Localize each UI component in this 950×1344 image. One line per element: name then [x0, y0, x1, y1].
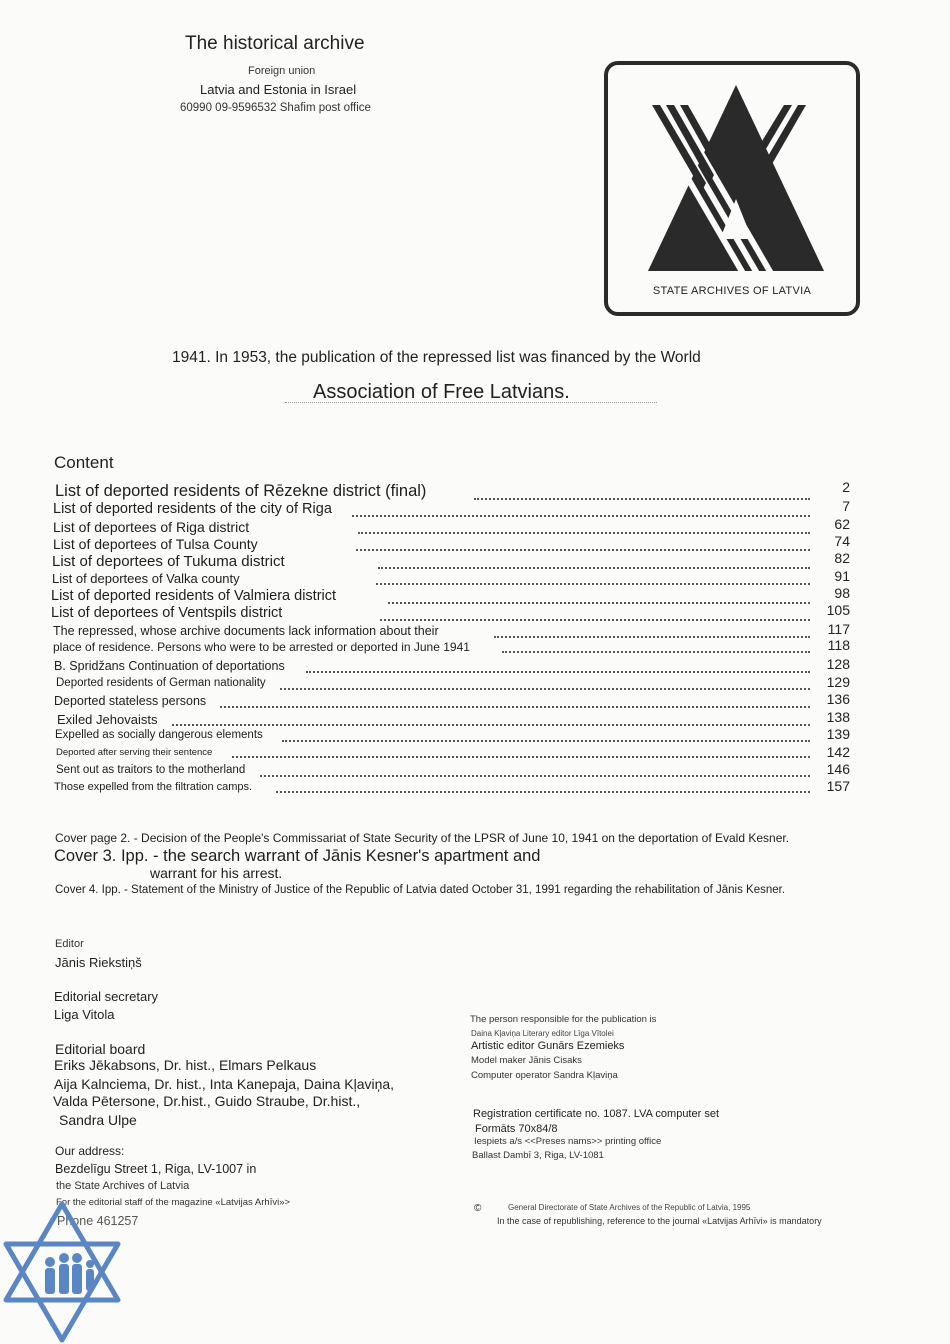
editor-name: Jānis Riekstiņš	[55, 955, 142, 970]
toc-item-label: List of deportees of Valka county	[52, 571, 240, 586]
toc-item	[0, 656, 950, 677]
toc-leader	[494, 636, 810, 638]
toc-item-label: B. Spridžans Continuation of deportations	[54, 659, 285, 673]
toc-item-page: 91	[834, 568, 850, 584]
toc-leader	[280, 688, 810, 690]
state-archives-logo-icon	[648, 79, 824, 279]
state-archives-logo	[604, 61, 860, 316]
editor-label: Editor	[55, 938, 84, 950]
toc-item	[0, 568, 950, 589]
toc-item-page: 157	[826, 778, 850, 794]
copyright-line-1: General Directorate of State Archives of the Republic of Latvia, 1995	[508, 1203, 751, 1212]
toc-leader	[260, 775, 810, 777]
toc-leader	[378, 567, 810, 569]
toc-item-page: 117	[827, 621, 850, 637]
artistic-editor: Artistic editor Gunārs Ezemieks	[471, 1040, 625, 1052]
divider	[285, 402, 657, 403]
toc-item	[0, 602, 950, 623]
toc-leader	[276, 791, 810, 793]
toc-item-label: Deported stateless persons	[54, 694, 207, 708]
toc-item-page: 105	[826, 602, 850, 618]
toc-item-label: List of deported residents of the city of Riga	[53, 501, 332, 517]
content-heading: Content	[54, 453, 114, 472]
toc-leader	[380, 619, 810, 621]
toc-leader	[356, 549, 810, 551]
toc-item	[0, 516, 950, 537]
toc-leader	[388, 602, 810, 604]
toc-item-label: List of deportees of Ventspils district	[51, 605, 283, 621]
cover-4-note: Cover 4. Ipp. - Statement of the Ministry of Justice of the Republic of Latvia dated October 31, 1991 regarding the rehabilitation of Jānis Kesner.	[55, 884, 786, 896]
toc-leader	[232, 756, 810, 758]
toc-item-label: List of deportees of Tulsa County	[53, 536, 258, 552]
toc-leader	[502, 651, 810, 653]
copyright-line-2: In the case of republishing, reference to the journal «Latvijas Arhīvi» is mandatory	[497, 1216, 822, 1226]
registration-cert: Registration certificate no. 1087. LVA computer set	[473, 1108, 720, 1120]
toc-item-page: 129	[826, 674, 850, 690]
toc-item-page: 136	[826, 691, 850, 707]
toc-item	[0, 691, 950, 712]
address-line-1: Bezdelīgu Street 1, Riga, LV-1007 in	[55, 1162, 257, 1176]
toc-item	[0, 761, 950, 782]
board-line-4: Sandra Ulpe	[59, 1112, 137, 1128]
toc-item-label: List of deported residents of Valmiera district	[51, 588, 337, 604]
computer-operator: Computer operator Sandra Kļaviņa	[471, 1070, 618, 1081]
toc-item-label: List of deportees of Tukuma district	[52, 553, 285, 570]
toc-leader	[358, 532, 810, 534]
board-line-3: Valda Pētersone, Dr.hist., Guido Straube, Dr.hist.,	[53, 1093, 361, 1109]
toc-item-page: 118	[827, 637, 850, 653]
toc-item-label: Deported after serving their sentence	[56, 747, 213, 758]
toc-item	[0, 498, 950, 519]
secretary-label: Editorial secretary	[54, 989, 159, 1004]
toc-leader	[282, 740, 810, 742]
secretary-name: Liga Vitola	[54, 1007, 115, 1022]
toc-item	[0, 479, 950, 500]
board-line-1: Eriks Jēkabsons, Dr. hist., Elmars Pelkaus	[54, 1057, 317, 1073]
copyright-icon: ©	[474, 1203, 482, 1214]
toc-leader	[376, 583, 810, 585]
toc-item-label: Those expelled from the filtration camps.	[54, 781, 253, 793]
toc-leader	[352, 515, 810, 517]
archive-title: The historical archive	[185, 33, 365, 54]
archive-subtitle-1: Foreign union	[248, 65, 316, 77]
board-line-2: Aija Kalnciema, Dr. hist., Inta Kanepaja, Daina Kļaviņa,	[54, 1076, 395, 1092]
toc-item-label: Sent out as traitors to the motherland	[56, 764, 246, 776]
cover-3-note: Cover 3. Ipp. - the search warrant of Jānis Kesner's apartment and	[54, 847, 541, 865]
star-of-david-family-icon	[0, 1200, 130, 1344]
address-label: Our address:	[55, 1144, 125, 1158]
address-line-2: the State Archives of Latvia	[56, 1180, 190, 1192]
toc-leader	[220, 706, 810, 708]
toc-leader	[474, 498, 810, 500]
association-title: Association of Free Latvians.	[313, 381, 570, 403]
archive-subtitle-2: Latvia and Estonia in Israel	[200, 82, 357, 97]
toc-item-page: 62	[834, 516, 850, 532]
printing-address: Ballast Dambī 3, Riga, LV-1081	[472, 1150, 604, 1161]
toc-item	[0, 550, 950, 571]
cover-3-note-cont: warrant for his arrest.	[150, 865, 283, 881]
model-maker: Model maker Jānis Cisaks	[471, 1055, 582, 1066]
toc-item-page: 98	[834, 585, 850, 601]
toc-item	[0, 533, 950, 554]
literary-editor: Daina Kļaviņa Literary editor Līga Vītolei	[471, 1029, 614, 1038]
toc-item-page: 128	[826, 656, 850, 672]
address-line-3: For the editorial staff of the magazine «Latvijas Arhīvi»>	[56, 1197, 291, 1208]
toc-item	[0, 726, 950, 747]
toc-item	[0, 709, 950, 730]
toc-item	[0, 744, 950, 765]
toc-item	[0, 585, 950, 606]
cover-2-note: Cover page 2. - Decision of the People's Commissariat of State Security of the LPSR of June 10, 1941 on the deportation of Evald Kesner.	[55, 831, 790, 845]
toc-item-label: Exiled Jehovaists	[57, 712, 158, 727]
toc-item-label: Expelled as socially dangerous elements	[55, 729, 263, 741]
toc-item-page: 142	[826, 744, 850, 760]
toc-item-page: 2	[842, 479, 850, 495]
archive-address: 60990 09-9596532 Shafim post office	[180, 102, 371, 114]
toc-leader	[172, 724, 810, 726]
toc-item	[0, 778, 950, 799]
toc-item	[0, 637, 950, 658]
toc-item-label: List of deportees of Riga district	[53, 519, 250, 535]
toc-item-label: Deported residents of German nationality	[56, 677, 266, 689]
intro-line: 1941. In 1953, the publication of the repressed list was financed by the World	[172, 349, 701, 366]
toc-item-label: place of residence. Persons who were to be arrested or deported in June 1941	[53, 640, 470, 654]
toc-item-page: 82	[834, 550, 850, 566]
toc-item-page: 138	[826, 709, 850, 725]
toc-item-label: List of deported residents of Rēzekne district (final)	[55, 482, 427, 500]
toc-item-page: 139	[826, 726, 850, 742]
toc-item-label: The repressed, whose archive documents lack information about their	[53, 624, 439, 638]
printing-office: Iespiets a/s <<Preses nams>> printing office	[474, 1136, 662, 1147]
toc-item-page: 74	[834, 533, 850, 549]
board-label: Editorial board	[55, 1041, 146, 1057]
format: Formāts 70x84/8	[475, 1123, 558, 1135]
responsible-label: The person responsible for the publication is	[470, 1014, 657, 1025]
toc-item-page: 146	[826, 761, 850, 777]
toc-item-page: 7	[842, 498, 850, 514]
toc-item	[0, 674, 950, 695]
phone: Phone 461257	[57, 1214, 139, 1228]
logo-caption: STATE ARCHIVES OF LATVIA	[652, 285, 812, 297]
toc-leader	[306, 671, 810, 673]
